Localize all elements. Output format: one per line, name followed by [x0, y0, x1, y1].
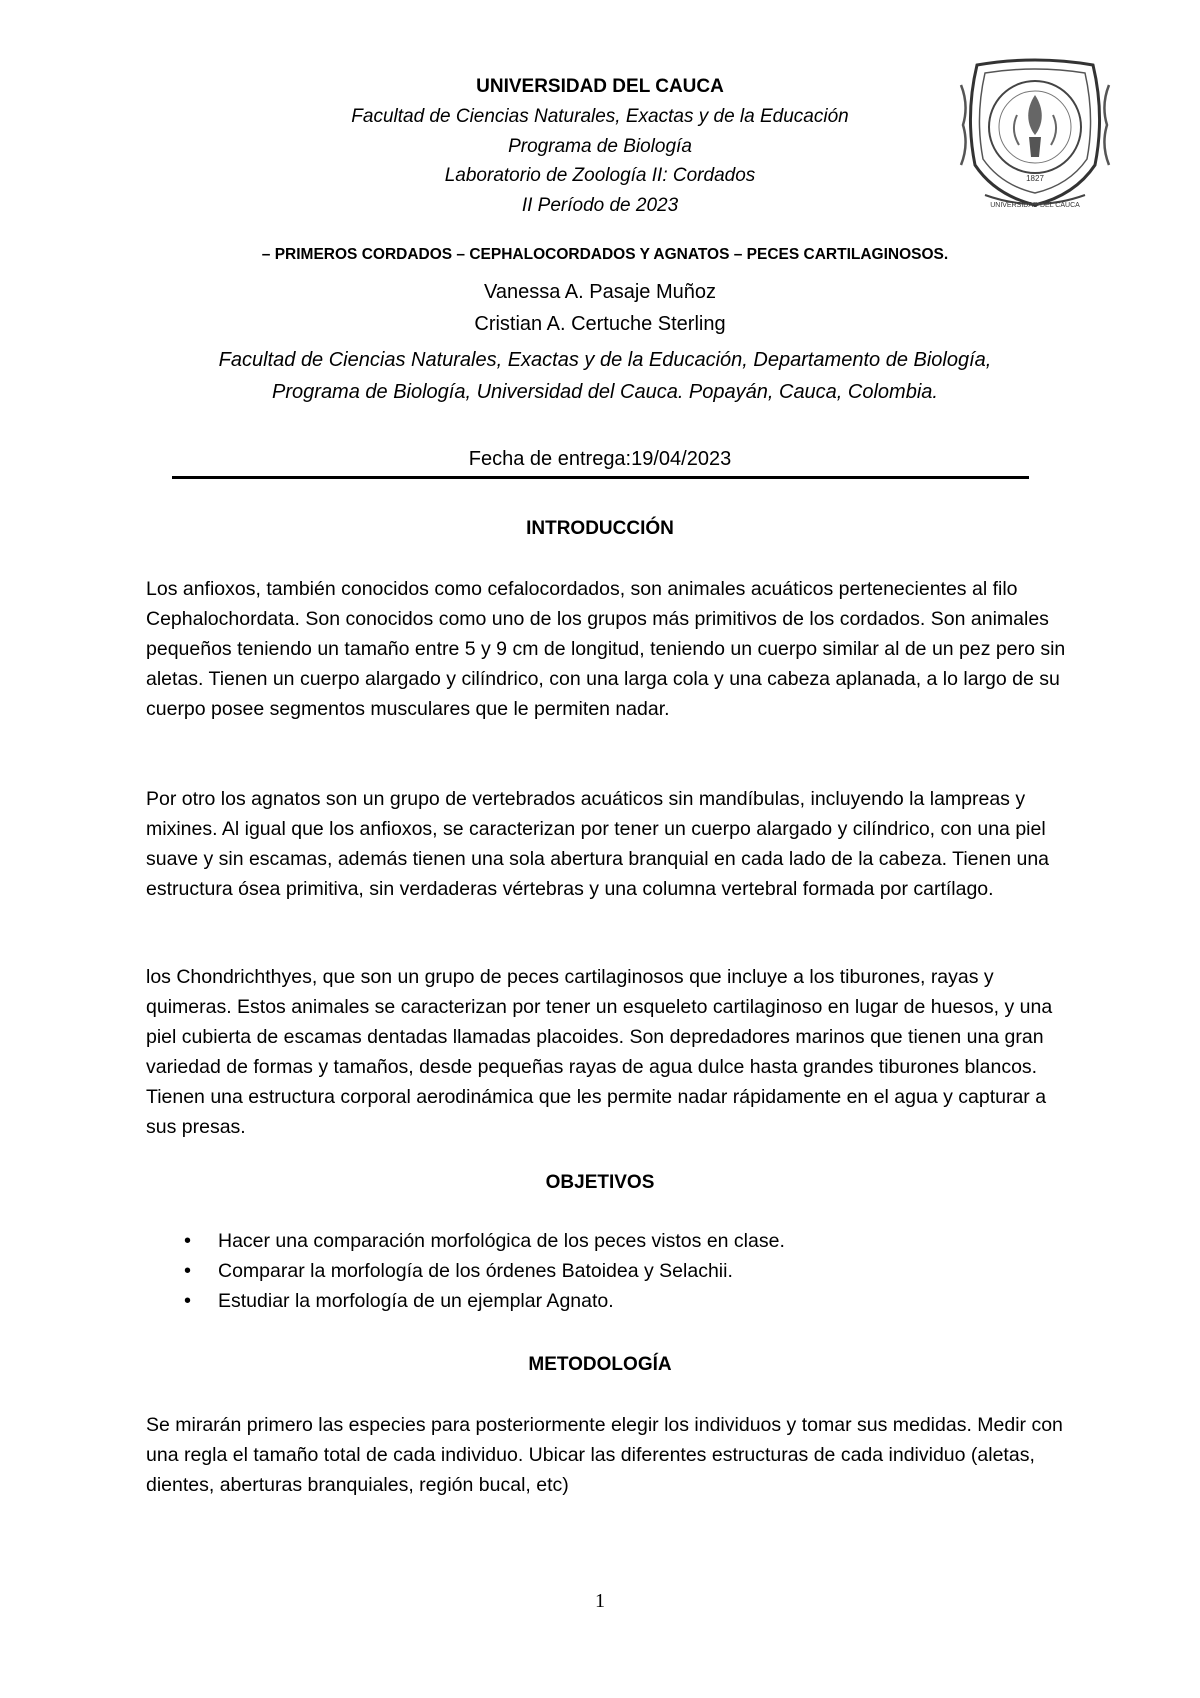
introduction-heading: INTRODUCCIÓN [526, 518, 674, 539]
authors [200, 276, 1000, 340]
faculty-line: Facultad de Ciencias Naturales, Exactas y de la Educación [351, 106, 849, 127]
author-1: Vanessa A. Pasaje Muñoz [484, 281, 716, 303]
author-2: Cristian A. Certuche Sterling [474, 313, 726, 335]
lab-line: Laboratorio de Zoología II: Cordados [444, 165, 756, 186]
affiliation-line-1: Facultad de Ciencias Naturales, Exactas y de la Educación, Departamento de Biología, [218, 349, 992, 371]
period-line: II Período de 2023 [521, 194, 679, 216]
affiliation-line-2: Programa de Biología, Universidad del Cauca. Popayán, Cauca, Colombia. [272, 381, 938, 403]
list-item: • Estudiar la morfología de un ejemplar Agnato. [180, 1286, 785, 1316]
objectives-heading: OBJETIVOS [545, 1172, 655, 1193]
intro-paragraph-2: Por otro los agnatos son un grupo de vertebrados acuáticos sin mandíbulas, incluyendo la lampreas y mixines. Al igual que los anfioxos, se caracterizan por tener un cuerpo alargado y cilíndrico, con una piel suave y sin escamas, además tienen una sola abertura branquial en cada lado de la cabeza. Tienen una estructura ósea primitiva, sin verdaderas vértebras y una columna vertebral formada por cartílago. [146, 788, 1050, 900]
intro-paragraph-1: Los anfioxos, también conocidos como cefalocordados, son animales acuáticos pertenecientes al filo Cephalochordata. Son conocidos como uno de los grupos más primitivos de los cordados. Son animales pequeños teniendo un tamaño entre 5 y 9 cm de longitud, teniendo un cuerpo similar al de un pez pero sin aletas. Tienen un cuerpo alargado y cilíndrico, con una larga cola y una cabeza aplanada, a lo largo de su cuerpo posee segmentos musculares que le permiten nadar. [146, 578, 1066, 720]
seal-text: UNIVERSIDAD DEL CAUCA [990, 202, 1080, 209]
bullet-icon: • [184, 1290, 192, 1312]
methodology-heading: METODOLOGÍA [528, 1354, 672, 1375]
affiliation [130, 344, 1080, 408]
divider-line [172, 476, 1029, 479]
objectives-list [180, 1226, 785, 1316]
university-seal-icon [955, 55, 1115, 213]
bullet-icon: • [184, 1230, 192, 1252]
due-date: Fecha de entrega:19/04/2023 [468, 448, 732, 470]
university-name: UNIVERSIDAD DEL CAUCA [476, 76, 724, 97]
list-item: • Comparar la morfología de los órdenes Batoidea y Selachii. [180, 1256, 785, 1286]
document-title: – PRIMEROS CORDADOS – CEPHALOCORDADOS Y AGNATOS – PECES CARTILAGINOSOS. [261, 246, 949, 263]
seal-year: 1827 [1026, 174, 1044, 183]
header-block [240, 72, 960, 220]
page-number: 1 [595, 1590, 605, 1612]
intro-paragraph-3: los Chondrichthyes, que son un grupo de peces cartilaginosos que incluye a los tiburones, rayas y quimeras. Estos animales se caracterizan por tener un esqueleto cartilaginoso en lugar de huesos, y una piel cubierta de escamas dentadas llamadas placoides. Son depredadores marinos que tienen una gran variedad de formas y tamaños, desde pequeñas rayas de agua dulce hasta grandes tiburones blancos. Tienen una estructura corporal aerodinámica que les permite nadar rápidamente en el agua y capturar a sus presas. [146, 966, 1053, 1138]
list-item: • Hacer una comparación morfológica de los peces vistos en clase. [180, 1226, 785, 1256]
methodology-paragraph: Se mirarán primero las especies para posteriormente elegir los individuos y tomar sus medidas. Medir con una regla el tamaño total de cada individuo. Ubicar las diferentes estructuras de cada individuo (aletas, dientes, aberturas branquiales, región bucal, etc) [146, 1414, 1063, 1496]
bullet-icon: • [184, 1260, 192, 1282]
program-line: Programa de Biología [508, 135, 692, 157]
